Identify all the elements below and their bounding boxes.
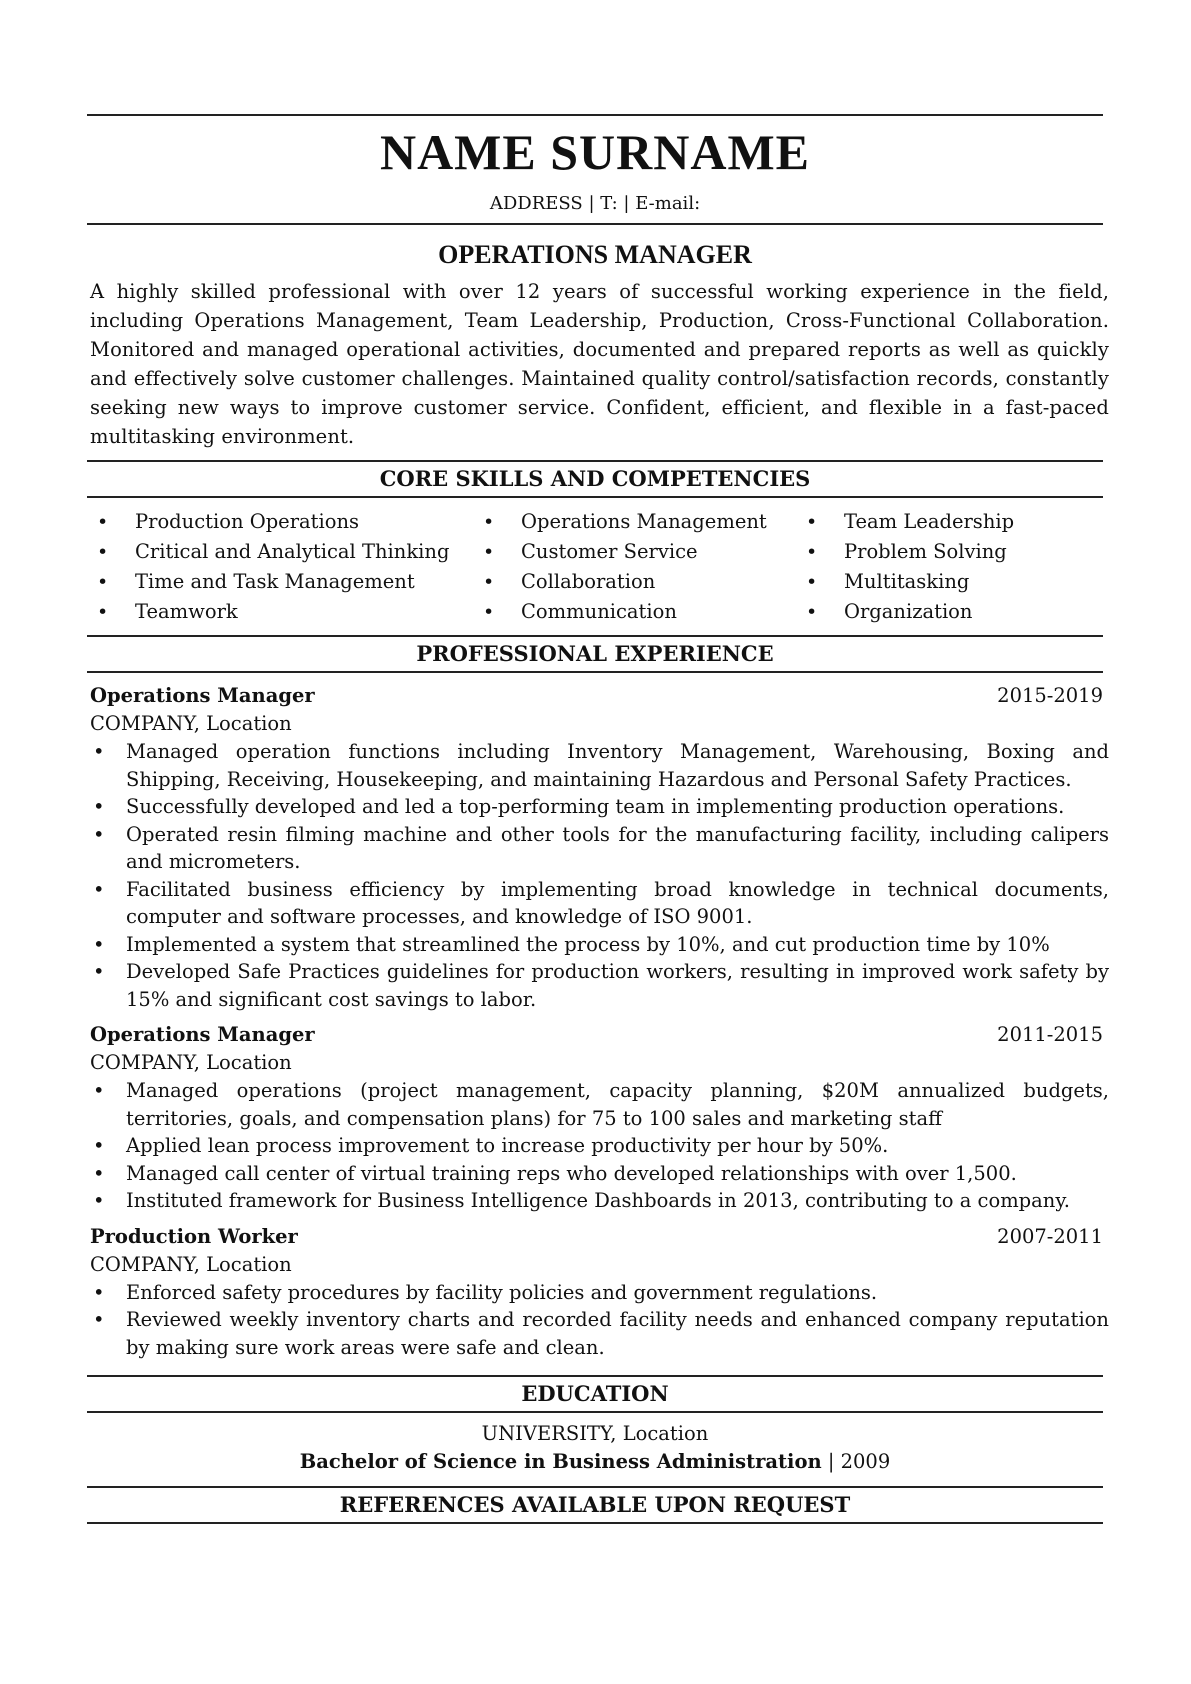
job-bullet: • Instituted framework for Business Intelligence Dashboards in 2013, contributing to a company. [87, 1187, 1109, 1215]
education-degree: Bachelor of Science in Business Administration [299, 1450, 822, 1473]
job-bullet: • Applied lean process improvement to increase productivity per hour by 50%. [87, 1132, 1109, 1160]
job-company: COMPANY, Location [90, 712, 292, 735]
job-header [87, 682, 1103, 710]
resume-page [87, 0, 1109, 1524]
job-role: Operations Manager [90, 1023, 315, 1046]
job-entry [87, 682, 1109, 1013]
skill-item: • Production Operations [97, 507, 483, 537]
job-bullet: • Successfully developed and led a top-performing team in implementing production operations. [87, 793, 1109, 821]
job-bullets [87, 1077, 1109, 1215]
skills-column [806, 507, 1086, 627]
education-degree-line [87, 1448, 1103, 1476]
skill-item: • Problem Solving [806, 537, 1086, 567]
education-year: | 2009 [827, 1450, 891, 1473]
skills-grid [87, 507, 1103, 627]
skill-item: • Communication [483, 597, 806, 627]
skill-item: • Critical and Analytical Thinking [97, 537, 483, 567]
skills-column [97, 507, 483, 627]
education-school: UNIVERSITY, Location [481, 1422, 709, 1445]
candidate-name: NAME SURNAME [379, 124, 811, 180]
education-heading: EDUCATION [521, 1381, 669, 1406]
job-bullet: • Reviewed weekly inventory charts and recorded facility needs and enhanced company reputation by making sure work areas were safe and clean. [87, 1306, 1109, 1361]
job-company: COMPANY, Location [90, 1051, 292, 1074]
job-entry [87, 1021, 1109, 1215]
job-bullet: • Enforced safety procedures by facility policies and government regulations. [87, 1279, 1109, 1307]
job-bullet: • Operated resin filming machine and other tools for the manufacturing facility, including calipers and micrometers. [87, 821, 1109, 876]
job-entry [87, 1223, 1109, 1362]
job-bullet: • Managed operations (project management, capacity planning, $20M annualized budgets, territories, goals, and compensation plans) for 75 to 100 sales and marketing staff [87, 1077, 1109, 1132]
skills-heading: CORE SKILLS AND COMPETENCIES [379, 466, 811, 491]
skill-item: • Organization [806, 597, 1086, 627]
job-bullets [87, 1279, 1109, 1362]
skill-item: • Teamwork [97, 597, 483, 627]
skill-item: • Operations Management [483, 507, 806, 537]
job-years: 2015-2019 [997, 684, 1103, 707]
skills-column [483, 507, 806, 627]
job-bullet: • Developed Safe Practices guidelines for production workers, resulting in improved work safety by 15% and significant cost savings to labor. [87, 958, 1109, 1013]
job-role: Production Worker [90, 1224, 298, 1248]
references-heading: REFERENCES AVAILABLE UPON REQUEST [339, 1492, 851, 1517]
job-header [87, 1223, 1103, 1251]
job-bullet: • Implemented a system that streamlined the process by 10%, and cut production time by 10% [87, 931, 1109, 959]
experience-heading: PROFESSIONAL EXPERIENCE [416, 641, 774, 666]
skill-item: • Team Leadership [806, 507, 1086, 537]
job-company: COMPANY, Location [90, 1252, 292, 1276]
skill-item: • Collaboration [483, 567, 806, 597]
contact-line: ADDRESS | T: | E-mail: [489, 193, 701, 214]
skill-item: • Time and Task Management [97, 567, 483, 597]
job-bullets [87, 738, 1109, 1013]
job-years: 2007-2011 [997, 1224, 1103, 1248]
job-bullet: • Managed call center of virtual training reps who developed relationships with over 1,500. [87, 1160, 1109, 1188]
skill-item: • Multitasking [806, 567, 1086, 597]
job-years: 2011-2015 [997, 1023, 1103, 1046]
job-title: OPERATIONS MANAGER [438, 240, 752, 269]
job-header [87, 1021, 1103, 1049]
job-bullet: • Facilitated business efficiency by implementing broad knowledge in technical documents, computer and software processes, and knowledge of ISO 9001. [87, 876, 1109, 931]
job-role: Operations Manager [90, 684, 315, 707]
skill-item: • Customer Service [483, 537, 806, 567]
references-divider-bottom [87, 1522, 1103, 1524]
professional-summary: A highly skilled professional with over 12 years of successful working experience in the field, including Operations Management, Team Leadership, Production, Cross-Functional Collaboration. Monitored and managed operational activities, documented and prepared reports as well as quickly and effectively solve customer challenges. Maintained quality control/satisfaction records, constantly seeking new ways to improve customer service. Confident, efficient, and flexible in a fast-paced multitasking environment. [90, 280, 1109, 448]
job-bullet: • Managed operation functions including Inventory Management, Warehousing, Boxing and Shipping, Receiving, Housekeeping, and maintaining Hazardous and Personal Safety Practices. [87, 738, 1109, 793]
